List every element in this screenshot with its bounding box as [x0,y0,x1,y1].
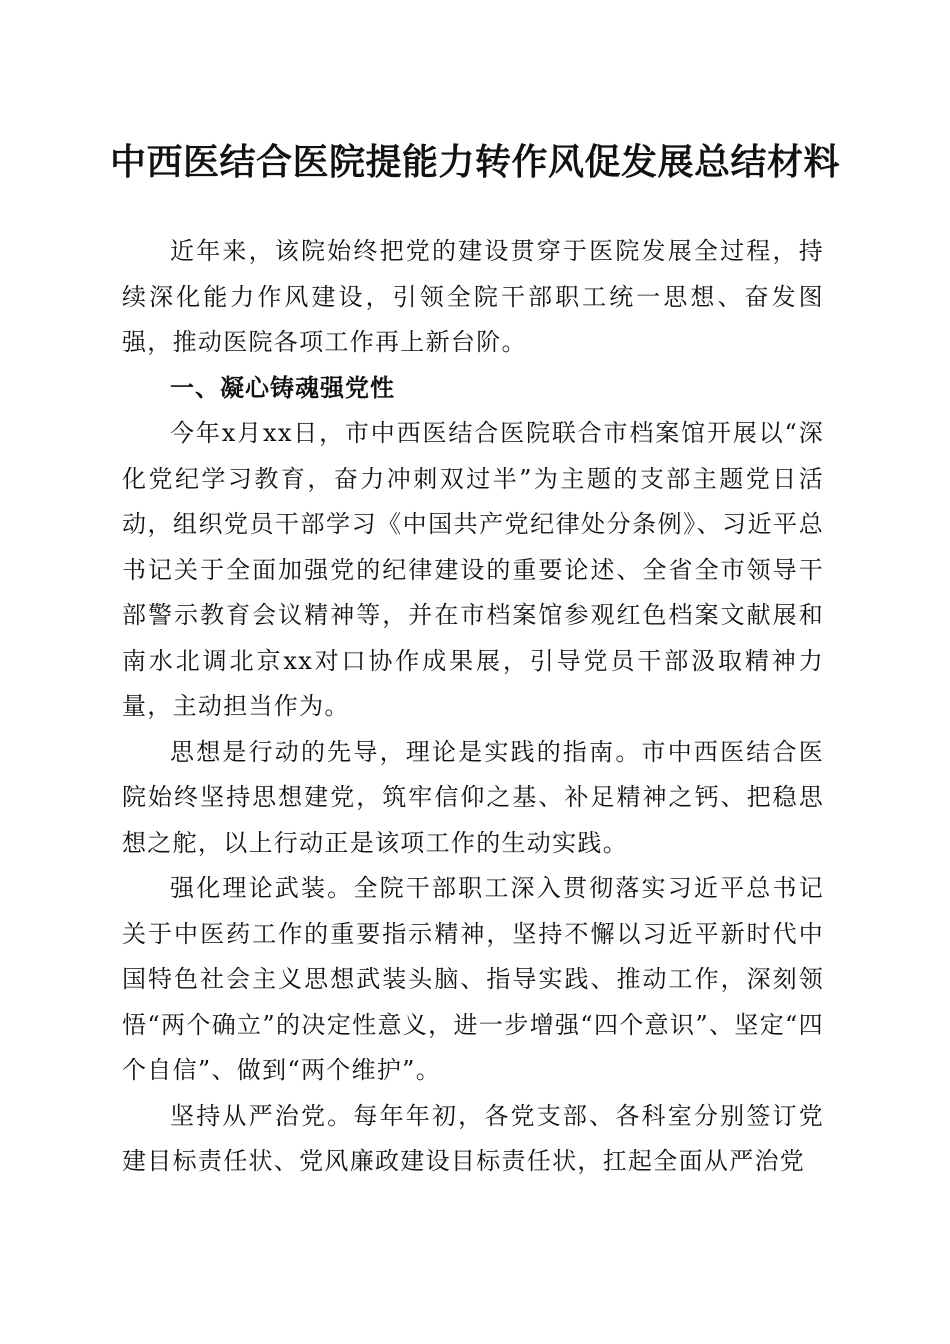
body-paragraph: 思想是行动的先导，理论是实践的指南。市中西医结合医院始终坚持思想建党，筑牢信仰之基、补足精神之钙、把稳思想之舵，以上行动正是该项工作的生动实践。 [122,737,824,857]
section-heading: 一、凝心铸魂强党性 [170,373,395,402]
body-paragraph: 坚持从严治党。每年年初，各党支部、各科室分别签订党建目标责任状、党风廉政建设目标责任状，扛起全面从严治党 [122,1101,824,1175]
body-paragraph: 今年x月xx日，市中西医结合医院联合市档案馆开展以“深化党纪学习教育，奋力冲刺双过半”为主题的支部主题党日活动，组织党员干部学习《中国共产党纪律处分条例》、习近平总书记关于全面加强党的纪律建设的重要论述、全省全市领导干部警示教育会议精神等，并在市档案馆参观红色档案文献展和南水北调北京xx对口协作成果展，引导党员干部汲取精神力量，主动担当作为。 [122,419,824,720]
intro-paragraph: 近年来，该院始终把党的建设贯穿于医院发展全过程，持续深化能力作风建设，引领全院干部职工统一思想、奋发图强，推动医院各项工作再上新台阶。 [122,237,824,356]
body-paragraph: 强化理论武装。全院干部职工深入贯彻落实习近平总书记关于中医药工作的重要指示精神，坚持不懈以习近平新时代中国特色社会主义思想武装头脑、指导实践、推动工作，深刻领悟“两个确立”的决定性意义，进一步增强“四个意识”、坚定“四个自信”、做到“两个维护”。 [122,874,824,1084]
document-body [122,229,824,1185]
document-title: 中西医结合医院提能力转作风促发展总结材料 [109,141,840,183]
